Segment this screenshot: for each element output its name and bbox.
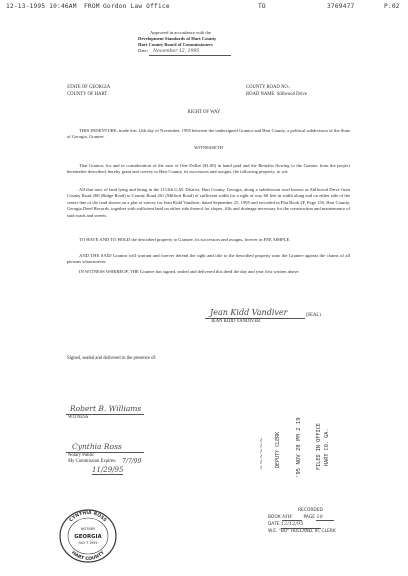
seal-state: GEORGIA	[74, 534, 102, 540]
filing-stamp-line-2: HART CO. GA.	[324, 428, 330, 466]
fax-to-number: 3769477	[327, 3, 355, 10]
recorded-label: RECORDED	[298, 508, 323, 513]
date-label: DATE	[268, 522, 280, 528]
filing-clerk-signature: ~~~~~~	[257, 437, 265, 470]
filing-stamp-line-1: FILED IN OFFICE	[316, 423, 322, 470]
road-name-row	[246, 92, 307, 98]
road-name-label: ROAD NAME:	[246, 92, 276, 97]
recording-date-row	[268, 521, 336, 528]
date-value: 12/12/95	[281, 521, 321, 528]
recording-book-row	[268, 514, 336, 521]
paragraph-habendum: TO HAVE AND TO HOLD the described property to Grantee, its successors and assigns, forever in FEE SIMPLE.	[79, 237, 291, 242]
approval-line-2: Development Standards of Hart County	[138, 36, 217, 41]
seal-top-text: CYNTHIA ROSS	[68, 510, 108, 524]
commission-label: My Commission Expires:	[68, 459, 117, 464]
fax-from-label: FROM	[84, 3, 100, 10]
notary-seal	[58, 508, 118, 564]
book-label: BOOK	[268, 515, 281, 521]
state-heading: STATE OF GEORGIA	[67, 85, 111, 90]
book-value: MW	[282, 514, 302, 521]
paragraph-consideration: That Grantor, for and in consideration of the sum of One Dollar ($1.00) in hand paid and the Benefits flowing to the Grantor from the project hereinafter described, hereby grant and convey to Hart County, its successors and assigns, the following property, to wit:	[67, 163, 350, 175]
witness-signature: Robert B. Williams	[70, 404, 142, 413]
fax-page: P.02	[384, 3, 400, 10]
road-no-label: COUNTY ROAD NO.:	[246, 85, 291, 90]
filing-stamp	[258, 437, 265, 470]
fax-to-label: TO	[258, 3, 266, 10]
notary-label: Notary Public	[68, 453, 95, 458]
approval-line-1: Approved in accordance with the	[150, 30, 211, 35]
page-value: 18	[316, 514, 334, 521]
recording-stamp	[268, 508, 336, 535]
seal-label: (SEAL)	[306, 313, 321, 318]
paragraph-property: All that tract of land lying and being in the 1112th G.M. District, Hart County, Georgia, along a subdivision road known as Stillwood Drive from County Road 260 (Ridge Road) to County Road 261 (Milford Road) of sufficient width for a right of way 60 feet in width along and on either side of the center line of the road shown on a plat of survey for Jean Kidd Vandiver, dated September 25, 1995 and recorded in Plat Book 2F, Page 150, Hart County, Georgia Deed Records, together with sufficient land on either side thereof for slopes, fills and drainage necessary for the construction and maintenance of said roads and streets.	[67, 187, 350, 218]
seal-side-text: NOTARY	[80, 527, 96, 531]
fax-from-name: Gordon Law Office	[103, 3, 170, 10]
page-label: PAGE	[303, 515, 316, 521]
approval-stamp	[138, 30, 231, 56]
signed-in-presence: Signed, sealed and delivered in the presence of:	[67, 356, 157, 361]
grantor-signature: Jean Kidd Vandiver	[210, 308, 288, 317]
recording-clerk: W.E. "BO" HOLLAND, III, CLERK	[268, 528, 336, 534]
grantor-printed-name: JEAN KIDD VANDIVER	[211, 319, 261, 324]
paragraph-warranty: AND THE SAID Grantor will warrant and forever defend the right and title to the described property unto the Grantee against the claims of all persons whomsoever.	[67, 253, 350, 265]
paragraph-witness-whereof: IN WITNESS WHEREOF, THE Grantee has signed, sealed and delivered this deed the day and year first written above.	[79, 269, 300, 274]
filing-stamp-time: '95 NOV 28 PM 2 19	[296, 417, 302, 478]
document-title: RIGHT OF WAY	[187, 110, 221, 115]
approval-line-3: Hart County Board of Commissioners	[138, 42, 213, 47]
notary-date: 11/29/95	[92, 466, 124, 474]
approval-date-label: Date:	[138, 48, 148, 53]
witnesseth-heading: WITNESSETH	[194, 145, 223, 150]
approval-date-row	[138, 48, 231, 56]
deputy-clerk-label: DEPUTY CLERK	[275, 431, 281, 468]
county-heading: COUNTY OF HART	[67, 92, 108, 97]
notary-signature: Cynthia Ross	[72, 442, 122, 451]
seal-bottom-text: HART COUNTY	[70, 550, 106, 563]
witness-label: WITNESS	[68, 415, 89, 420]
commission-date: 7/7/99	[122, 458, 142, 465]
paragraph-indenture: THIS INDENTURE, made this 12th day of November, 1995 between the undersigned Grantor and Hart County, a political subdivision of the State of Georgia, Grantee.	[67, 128, 350, 140]
road-name-value: Stillwood Drive	[276, 92, 307, 97]
approval-date-value: November 12, 1995	[149, 49, 231, 56]
fax-datetime: 12-13-1995 10:46AM	[6, 3, 77, 10]
seal-expiry: JULY 7 1999	[78, 541, 98, 545]
